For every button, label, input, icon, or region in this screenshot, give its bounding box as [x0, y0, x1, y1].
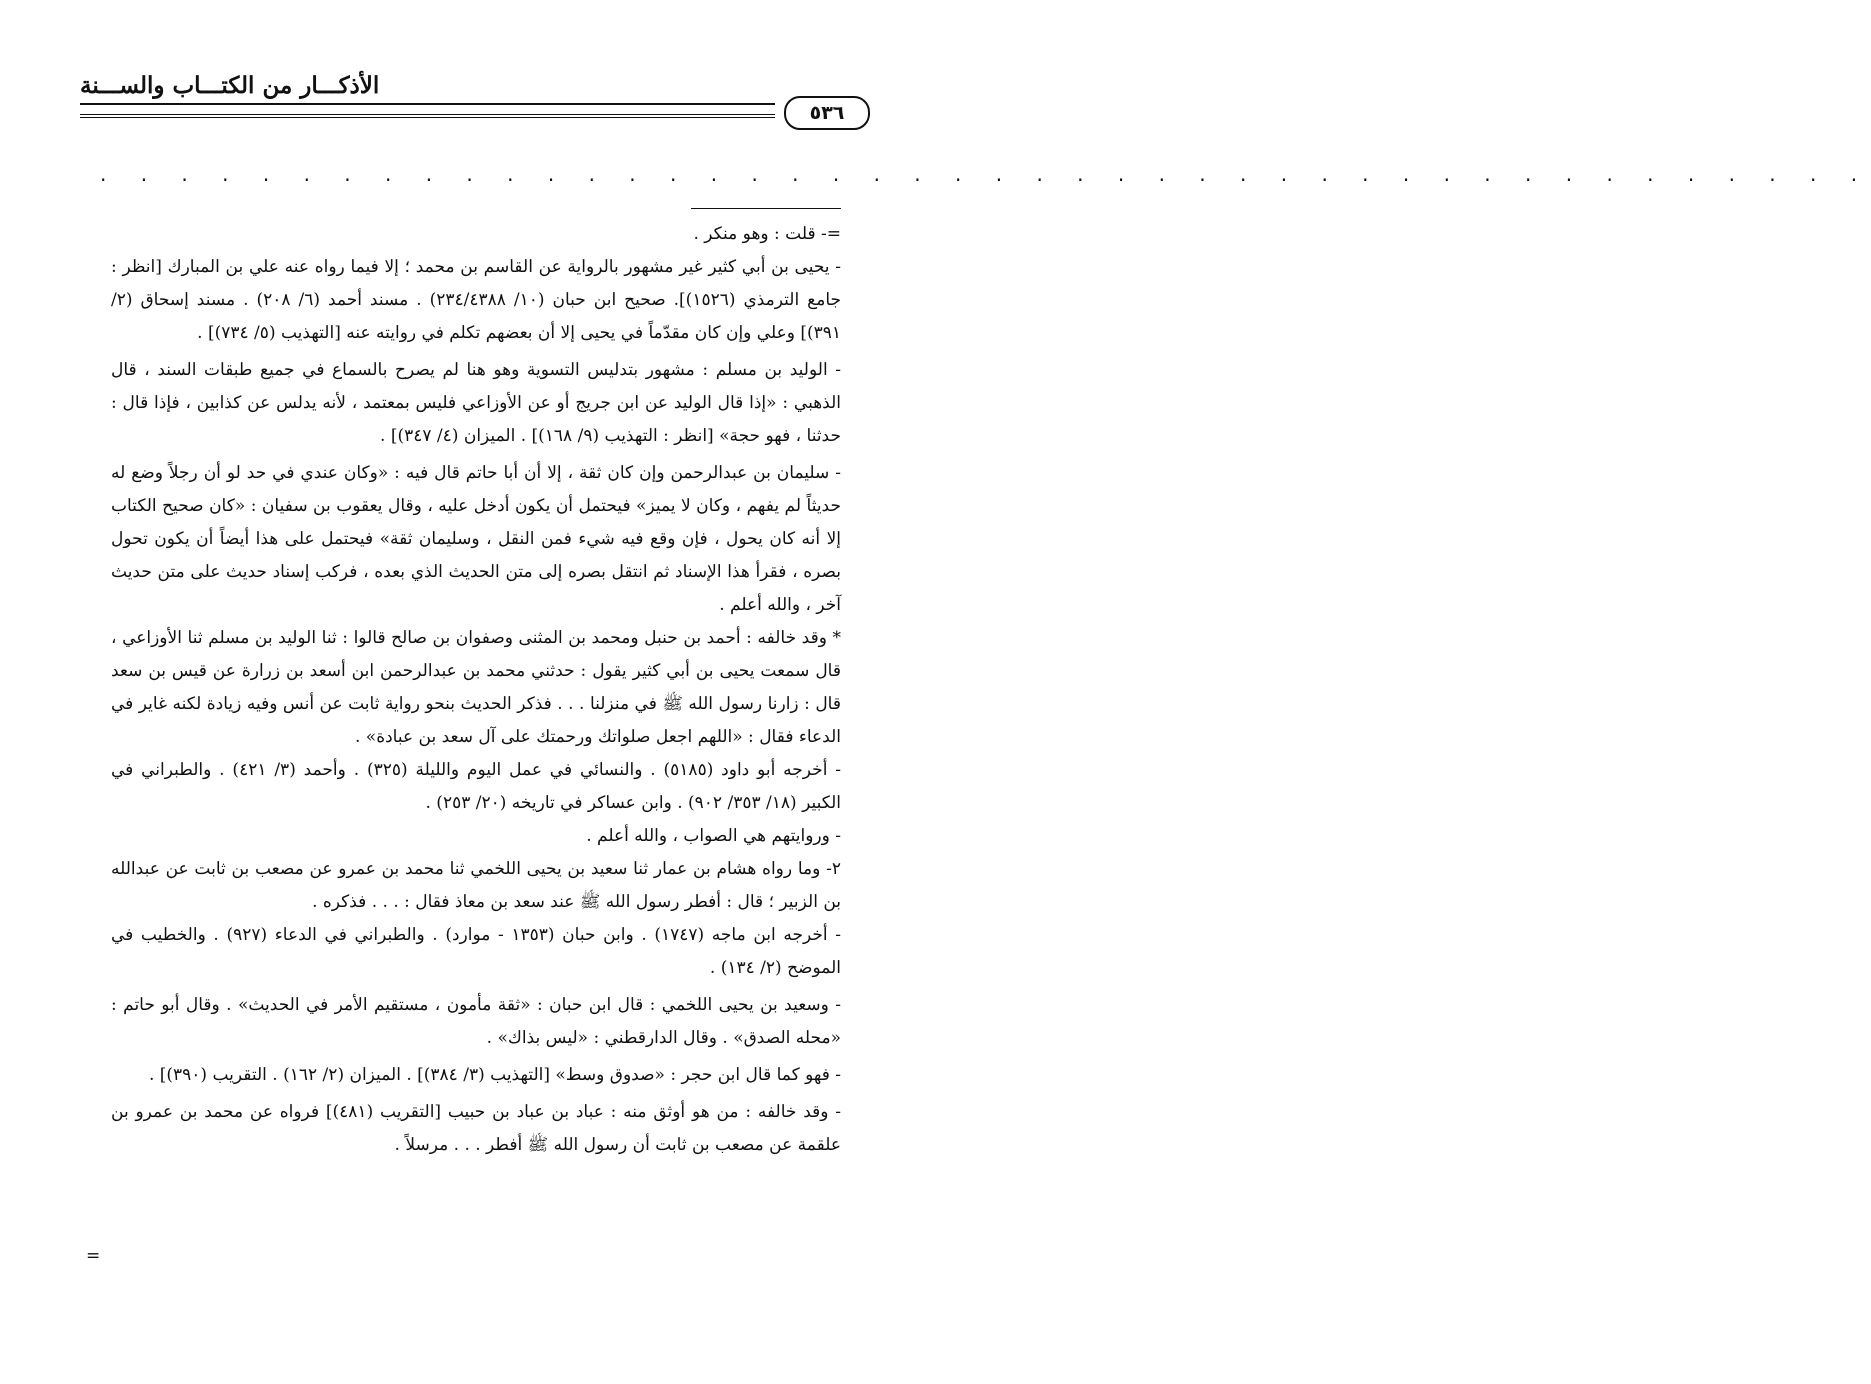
- footnote-paragraph: - وروايتهم هي الصواب ، والله أعلم .: [586, 826, 841, 846]
- footnote-paragraph: - سليمان بن عبدالرحمن وإن كان ثقة ، إلا أن أبا حاتم قال فيه : «وكان عندي في حد لو أن رجلاً وضع له حديثاً لم يفهم ، وكان لا يميز» فيحتمل أن يكون أدخل عليه ، وقال يعقوب بن سفيان : «كان صحيح الكتاب إلا أنه كان يحول ، فإن وقع فيه شيء فمن النقل ، وسليمان ثقة» فيحتمل على هذا أيضاً أن يكون تحول بصره ، فقرأ هذا الإسناد ثم انتقل بصره إلى متن الحديث الذي بعده ، فركب إسناد حديث على متن حديث آخر ، والله أعلم .: [111, 463, 841, 615]
- footnote-paragraph: - أخرجه ابن ماجه (١٧٤٧) . وابن حبان (١٣٥٣ - موارد) . والطبراني في الدعاء (٩٢٧) . والخطيب في الموضح (٢/ ١٣٤) .: [111, 925, 841, 978]
- dotted-separator: . . . . . . . . . . . . . . . . . . . . . . . . . . . . . . . . . . . . . . . . . . . .: [100, 162, 1871, 186]
- footnote-paragraph: - الوليد بن مسلم : مشهور بتدليس التسوية وهو هنا لم يصرح بالسماع في جميع طبقات السند ، قال الذهبي : «إذا قال الوليد عن ابن جريج أو عن الأوزاعي فليس بمعتمد ، لأنه يدلس عن كذابين ، فإذا قال : حدثنا ، فهو حجة» [انظر : التهذيب (٩/ ١٦٨)] . الميزان (٤/ ٣٤٧)] .: [111, 360, 841, 446]
- header-double-rule: [80, 114, 775, 118]
- page-header: [80, 68, 870, 128]
- footnote-paragraph: ٢- وما رواه هشام بن عمار ثنا سعيد بن يحيى اللخمي ثنا محمد بن عمرو عن مصعب بن ثابت عن عبدالله بن الزبير ؛ قال : أفطر رسول الله ﷺ عند سعد بن معاذ فقال : . . . فذكره .: [111, 859, 841, 912]
- footnote-paragraph: * وقد خالفه : أحمد بن حنبل ومحمد بن المثنى وصفوان بن صالح قالوا : ثنا الوليد بن مسلم ثنا الأوزاعي ، قال سمعت يحيى بن أبي كثير يقول : حدثني محمد بن عبدالرحمن ابن أسعد بن زرارة عن قيس بن سعد قال : زارنا رسول الله ﷺ في منزلنا . . . فذكر الحديث بنحو رواية ثابت عن أنس وفيه زيادة لكنه غاير في الدعاء فقال : «اللهم اجعل صلواتك ورحمتك على آل سعد بن عبادة» .: [111, 628, 841, 747]
- footnote-paragraph: - وقد خالفه : من هو أوثق منه : عباد بن عباد بن حبيب [التقريب (٤٨١)] فرواه عن محمد بن عمرو بن علقمة عن مصعب بن ثابت أن رسول الله ﷺ أفطر . . . مرسلاً .: [111, 1102, 841, 1155]
- footnote-rule: [691, 208, 841, 209]
- footnote-paragraph: =- قلت : وهو منكر .: [693, 224, 841, 244]
- header-rule: [80, 103, 775, 105]
- footnotes-body: [111, 218, 841, 1162]
- footnote-paragraph: - يحيى بن أبي كثير غير مشهور بالرواية عن القاسم بن محمد ؛ إلا فيما رواه عنه علي بن المبارك [انظر : جامع الترمذي (١٥٢٦)]. صحيح ابن حبان (١٠/ ٢٣٤/٤٣٨٨) . مسند أحمد (٦/ ٢٠٨) . مسند إسحاق (٢/ ٣٩١)] وعلي وإن كان مقدّماً في يحيى إلا أن بعضهم تكلم في روايته عنه [التهذيب (٥/ ٧٣٤)] .: [111, 257, 842, 343]
- page-number: ٥٣٦: [784, 96, 870, 130]
- footnote-paragraph: - أخرجه أبو داود (٥١٨٥) . والنسائي في عمل اليوم والليلة (٣٢٥) . وأحمد (٣/ ٤٢١) . والطبراني في الكبير (١٨/ ٣٥٣/ ٩٠٢) . وابن عساكر في تاريخه (٢٠/ ٢٥٣) .: [111, 760, 842, 813]
- continuation-mark: =: [86, 1246, 101, 1266]
- footnote-paragraph: - وسعيد بن يحيى اللخمي : قال ابن حبان : «ثقة مأمون ، مستقيم الأمر في الحديث» . وقال أبو حاتم : «محله الصدق» . وقال الدارقطني : «ليس بذاك» .: [111, 995, 841, 1048]
- footnote-paragraph: - فهو كما قال ابن حجر : «صدوق وسط» [التهذيب (٣/ ٣٨٤)] . الميزان (٢/ ١٦٢) . التقريب (٣٩٠)] .: [148, 1065, 841, 1085]
- running-title: الأذكـــار من الكتـــاب والســـنة: [80, 72, 380, 99]
